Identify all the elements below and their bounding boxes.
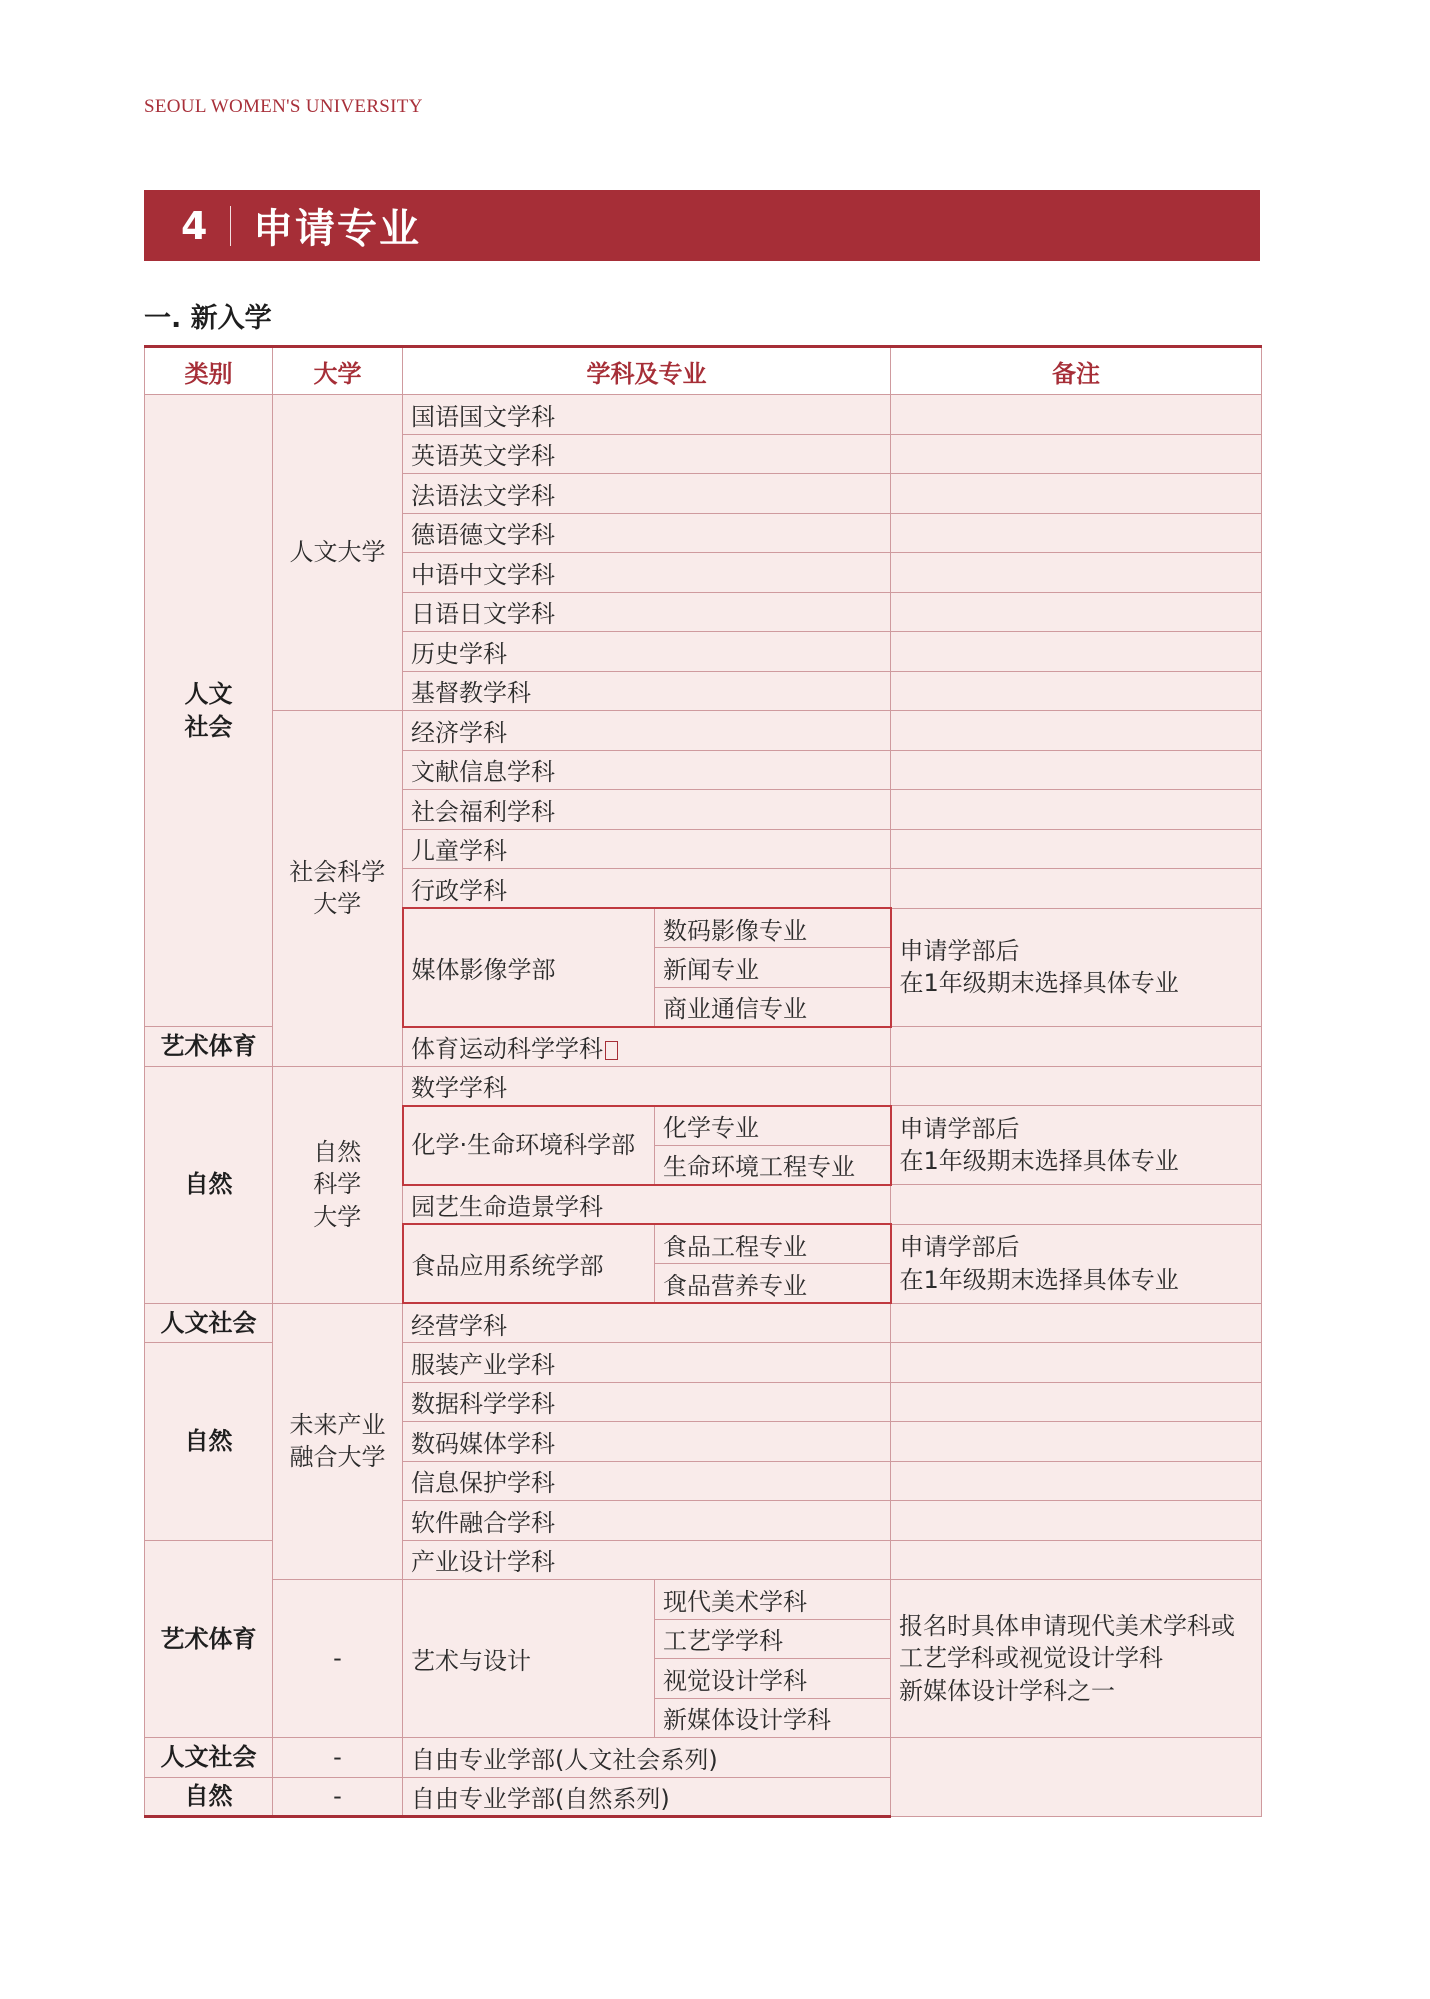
major-cell: 软件融合学科: [403, 1501, 891, 1541]
major-cell: [403, 1027, 891, 1067]
category-cell: 人文 社会: [145, 395, 273, 1027]
major-cell: 中语中文学科: [403, 553, 891, 593]
major-cell: 自由专业学部(人文社会系列): [403, 1738, 891, 1778]
note-cell: [891, 1382, 1262, 1422]
category-cell: 人文社会: [145, 1303, 273, 1343]
major-cell: 经济学科: [403, 711, 891, 751]
note-cell: [891, 592, 1262, 632]
section-title: 申请专业: [253, 206, 421, 252]
table-row: [145, 1066, 1262, 1106]
category-cell: 艺术体育: [145, 1540, 273, 1738]
major-cell: 信息保护学科: [403, 1461, 891, 1501]
major-cell: 历史学科: [403, 632, 891, 672]
category-cell: 自然: [145, 1777, 273, 1817]
major-cell: 现代美术学科: [655, 1580, 891, 1620]
college-cell: -: [273, 1738, 403, 1778]
section-number: 4: [181, 203, 208, 248]
note-cell: [891, 1343, 1262, 1383]
major-cell: 食品工程专业: [655, 1224, 891, 1264]
major-cell: 数码影像专业: [655, 908, 891, 948]
college-cell: -: [273, 1580, 403, 1738]
section-header: [144, 190, 1260, 261]
note-cell: 报名时具体申请现代美术学科或 工艺学科或视觉设计学科 新媒体设计学科之一: [891, 1580, 1262, 1738]
note-cell: [891, 711, 1262, 751]
note-cell: [891, 1303, 1262, 1343]
major-cell: 园艺生命造景学科: [403, 1185, 891, 1225]
major-cell: 行政学科: [403, 869, 891, 909]
major-cell: 数学学科: [403, 1066, 891, 1106]
note-cell: [891, 553, 1262, 593]
major-cell: 德语德文学科: [403, 513, 891, 553]
school-cell: 食品应用系统学部: [403, 1224, 655, 1303]
header-category: 类别: [145, 347, 273, 395]
table-header-row: [145, 347, 1262, 395]
major-cell: 国语国文学科: [403, 395, 891, 435]
major-cell: 服装产业学科: [403, 1343, 891, 1383]
note-cell: [891, 1461, 1262, 1501]
school-cell: 艺术与设计: [403, 1580, 655, 1738]
major-cell: 基督教学科: [403, 671, 891, 711]
note-cell: [891, 869, 1262, 909]
note-cell: [891, 750, 1262, 790]
major-cell: 食品营养专业: [655, 1264, 891, 1304]
major-cell: 产业设计学科: [403, 1540, 891, 1580]
school-cell: 化学·生命环境科学部: [403, 1106, 655, 1185]
college-cell: 人文大学: [273, 395, 403, 711]
note-cell: [891, 1501, 1262, 1541]
note-cell: [891, 1027, 1262, 1067]
major-cell: 英语英文学科: [403, 434, 891, 474]
major-cell: 数据科学学科: [403, 1382, 891, 1422]
college-cell: -: [273, 1777, 403, 1817]
category-cell: 自然: [145, 1343, 273, 1541]
major-cell: 生命环境工程专业: [655, 1145, 891, 1185]
category-cell: 艺术体育: [145, 1027, 273, 1067]
major-cell: 视觉设计学科: [655, 1659, 891, 1699]
table-row: [145, 1303, 1262, 1343]
subheading: 一. 新入学: [144, 303, 272, 334]
note-cell: [891, 790, 1262, 830]
note-cell: [891, 829, 1262, 869]
header-college: 大学: [273, 347, 403, 395]
note-cell: [891, 632, 1262, 672]
major-cell: 文献信息学科: [403, 750, 891, 790]
note-cell: 申请学部后 在1年级期末选择具体专业: [891, 908, 1262, 1027]
major-cell: 新媒体设计学科: [655, 1698, 891, 1738]
note-cell: [891, 1540, 1262, 1580]
table-row: [145, 1738, 1262, 1778]
note-cell: [891, 1738, 1262, 1817]
section-divider: [230, 206, 231, 246]
major-cell: 工艺学学科: [655, 1619, 891, 1659]
major-cell: 商业通信专业: [655, 987, 891, 1027]
college-cell: 社会科学 大学: [273, 711, 403, 1067]
major-cell: 自由专业学部(自然系列): [403, 1777, 891, 1817]
college-cell: 未来产业 融合大学: [273, 1303, 403, 1580]
table-row: [145, 1580, 1262, 1620]
note-cell: [891, 513, 1262, 553]
header-major: 学科及专业: [403, 347, 891, 395]
note-cell: [891, 1066, 1262, 1106]
note-cell: 申请学部后 在1年级期末选择具体专业: [891, 1106, 1262, 1185]
school-cell: 媒体影像学部: [403, 908, 655, 1027]
major-cell: 经营学科: [403, 1303, 891, 1343]
major-cell: 法语法文学科: [403, 474, 891, 514]
table-row: [145, 711, 1262, 751]
category-cell: 人文社会: [145, 1738, 273, 1778]
major-cell: 化学专业: [655, 1106, 891, 1146]
major-cell-text: 体育运动科学学科: [411, 1035, 603, 1063]
header-note: 备注: [891, 347, 1262, 395]
table-row: [145, 395, 1262, 435]
major-cell: 社会福利学科: [403, 790, 891, 830]
university-brand: SEOUL WOMEN'S UNIVERSITY: [144, 96, 423, 117]
college-cell: 自然 科学 大学: [273, 1066, 403, 1303]
majors-table: [144, 345, 1262, 1818]
major-cell: 新闻专业: [655, 948, 891, 988]
note-cell: [891, 434, 1262, 474]
note-cell: [891, 1185, 1262, 1225]
note-cell: [891, 671, 1262, 711]
note-cell: 申请学部后 在1年级期末选择具体专业: [891, 1224, 1262, 1303]
note-cell: [891, 474, 1262, 514]
major-cell: 日语日文学科: [403, 592, 891, 632]
major-cell: 儿童学科: [403, 829, 891, 869]
box-mark-icon: [605, 1041, 618, 1060]
note-cell: [891, 395, 1262, 435]
category-cell: 自然: [145, 1066, 273, 1303]
major-cell: 数码媒体学科: [403, 1422, 891, 1462]
note-cell: [891, 1422, 1262, 1462]
